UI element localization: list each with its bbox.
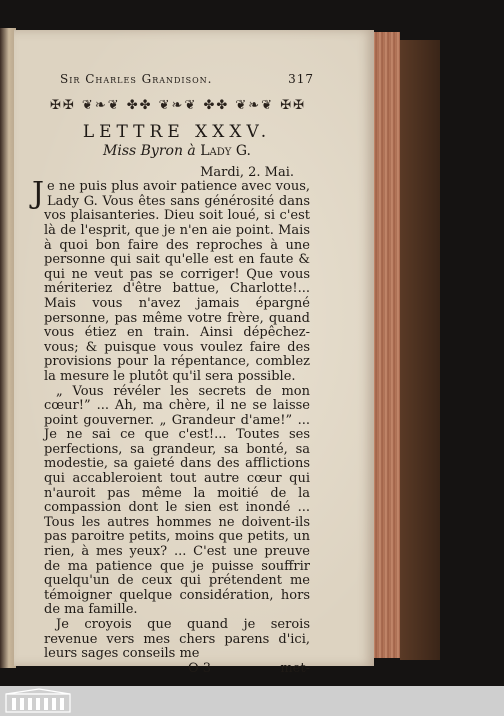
book-cover-edge	[400, 40, 440, 660]
paragraph-1-text: e ne puis plus avoir patience avec vous, Lady G. Vous êtes sans générosité dans vos plaisanteries. Dieu soit loué, si c'est là de l'esprit, que je n'en aie point. Mais à quoi bon faire des reproches à une personne qui sait qu'elle est en faute & qui ne veut pas se corriger! Que vous mériteriez d'être battue, Charlotte!... Mais vous n'avez jamais épargné personne, pas même votre frère, quand vous étiez en train. Ainsi dépêchez-vous; & puisque vous voulez faire des provisions pour la répentance, comblez la mesure le plutôt qu'il sera possible.	[44, 179, 310, 384]
addressee-prefix: Miss Byron à	[103, 142, 196, 159]
running-title: Sir Charles Grandison.	[60, 72, 213, 86]
catchword: met-	[280, 660, 310, 676]
letter-dateline: Mardi, 2. Mai.	[200, 164, 294, 180]
page-number: 317	[288, 72, 314, 86]
printers-ornament-band: ✠✠ ❦❧❦ ✤✤ ❦❧❦ ✤✤ ❦❧❦ ✠✠	[50, 98, 306, 113]
letter-body	[32, 176, 310, 662]
signature-mark: O 3	[188, 660, 212, 676]
library-building-icon	[4, 688, 74, 714]
paragraph-2: „ Vous révéler les secrets de mon cœur!” ... Ah, ma chère, il ne se laisse point gouverner. „ Grandeur d'ame!” ... Je ne sai ce que c'est!... Toutes ses perfections, sa grandeur, sa bonté, sa modestie, sa gaieté dans des afflictions qui accableroient tout autre cœur qui n'auroit pas même la moitié de la compassion dont le sien est inondé ... Tous les autres hommes ne doivent-ils pas paroitre petits, moins que petits, un rien, à mes yeux? ... C'est une preuve de ma patience que je puisse souffrir quelqu'un de ceux qui prétendent me témoigner quelque considération, hors de ma famille.	[44, 383, 310, 618]
viewer-footer-band	[0, 686, 504, 716]
addressee-name: Lady G.	[200, 142, 251, 159]
page-footer-line	[44, 662, 310, 677]
letter-addressee	[44, 143, 310, 160]
paragraph-3: Je croyois que quand je serois revenue vers mes chers parens d'ici, leurs sages conseils me	[44, 617, 310, 662]
letter-heading: LETTRE XXXV.	[82, 121, 272, 142]
drop-cap: J	[32, 176, 45, 212]
running-head	[60, 72, 314, 87]
paragraph-1	[32, 176, 310, 384]
page-text-block	[32, 72, 314, 676]
